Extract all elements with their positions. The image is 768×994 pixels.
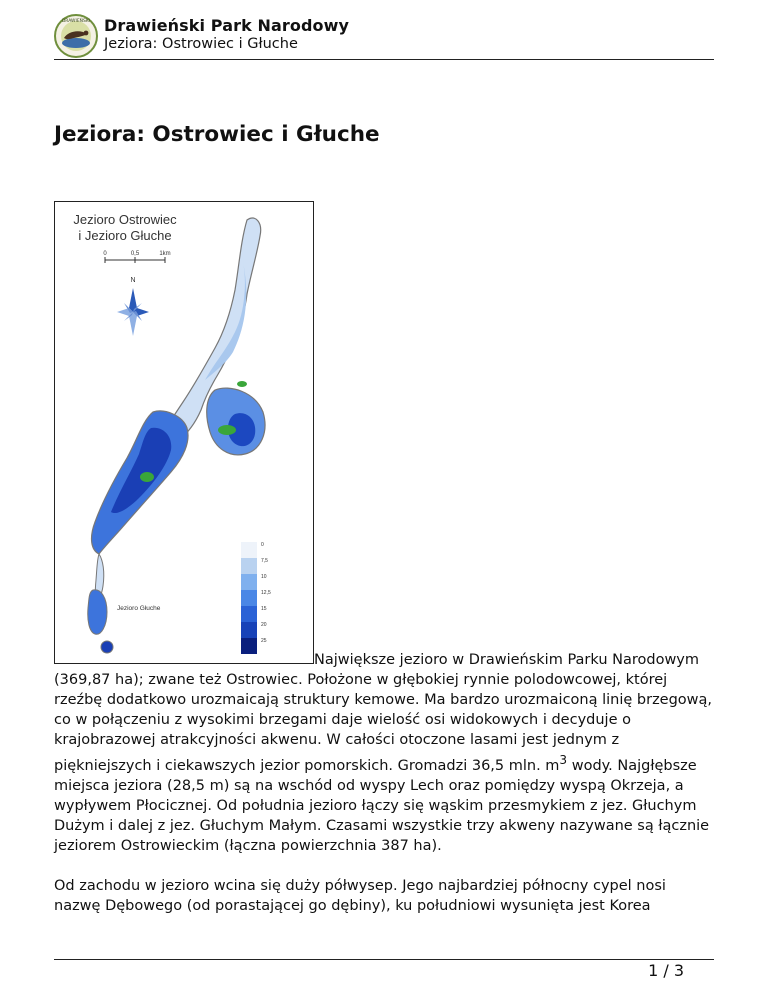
page-header: [54, 10, 714, 60]
lake-gluche-label: Jezioro Głuche: [117, 605, 161, 612]
header-divider: [54, 59, 714, 60]
page-subtitle: Jeziora: Ostrowiec i Głuche: [104, 36, 298, 52]
footer-divider: [54, 959, 714, 960]
map-title-line1: Jezioro Ostrowiec: [73, 212, 177, 227]
depth-legend: [241, 542, 271, 654]
otter-logo-icon: [54, 14, 98, 58]
legend-swatch: [241, 622, 257, 638]
lake-ostrowiec-shape: [92, 218, 265, 606]
legend-swatch: [241, 558, 257, 574]
scale-bar: [103, 251, 170, 263]
scale-label-2: 1km: [159, 251, 171, 257]
lake-map-image: [54, 201, 314, 664]
legend-label: 12,5: [261, 590, 271, 596]
lake-gluche-shape: [88, 590, 161, 653]
legend-label: 7,5: [261, 558, 268, 564]
legend-label: 25: [261, 638, 267, 644]
page-title: Jeziora: Ostrowiec i Głuche: [54, 122, 380, 147]
article-body: [54, 650, 716, 916]
legend-swatch: [241, 574, 257, 590]
legend-swatch: [241, 590, 257, 606]
logo-lettering: DRAWIEŃSKI: [61, 19, 91, 24]
compass-rose-icon: [117, 277, 149, 336]
legend-label: 20: [261, 622, 267, 628]
legend-label: 0: [261, 542, 264, 548]
page-number: 1 / 3: [648, 961, 684, 980]
paragraph-1-text-a: Największe jezioro w Drawieńskim Parku Narodowym (369,87 ha); zwane też Ostrowiec. Położone w głębokiej rynnie polodowcowej, której rzeźbę dodatkowo urozmaicają struktury kemowe. Ma bardzo urozmaiconą linię brzegową, co w połączeniu z wysokimi brzegami daje wielość osi widokowych i decyduje o krajobrazowej atrakcyjności akwenu. W całości otoczone lasami jest jednym z piękniejszych i ciekawszych jezior pomorskich. Gromadzi 36,5 mln. m: [54, 652, 713, 774]
paragraph-1-text-b: wody. Najgłębsze miejsca jeziora (28,5 m) są na wschód od wyspy Lech oraz pomiędzy wyspą Okrzeja, a wypływem Płocicznej. Od południa jezioro łączy się wąskim przesmykiem z jez. Głuchym Dużym i dalej z jez. Głuchym Małym. Czasami wszystkie trzy akweny nazywane są łącznie jeziorem Ostrowieckim (łączna powierzchnia 387 ha).: [54, 757, 710, 854]
paragraph-2: Od zachodu w jezioro wcina się duży półwysep. Jego najbardziej północny cypel nosi nazwę Dębowego (od porastającej go dębiny), ku południowi wysunięta jest Korea: [54, 877, 666, 914]
north-label: N: [130, 277, 136, 284]
legend-swatch: [241, 606, 257, 622]
legend-label: 15: [261, 606, 267, 612]
legend-swatch: [241, 542, 257, 558]
legend-label: 10: [261, 574, 267, 580]
map-title-line2: i Jezioro Głuche: [78, 228, 172, 243]
paragraph-1: [54, 650, 716, 856]
site-title: Drawieński Park Narodowy: [104, 16, 350, 35]
scale-label-1: 0,5: [130, 251, 140, 257]
paragraph-1-superscript: 3: [559, 753, 568, 767]
scale-label-0: 0: [103, 251, 107, 257]
